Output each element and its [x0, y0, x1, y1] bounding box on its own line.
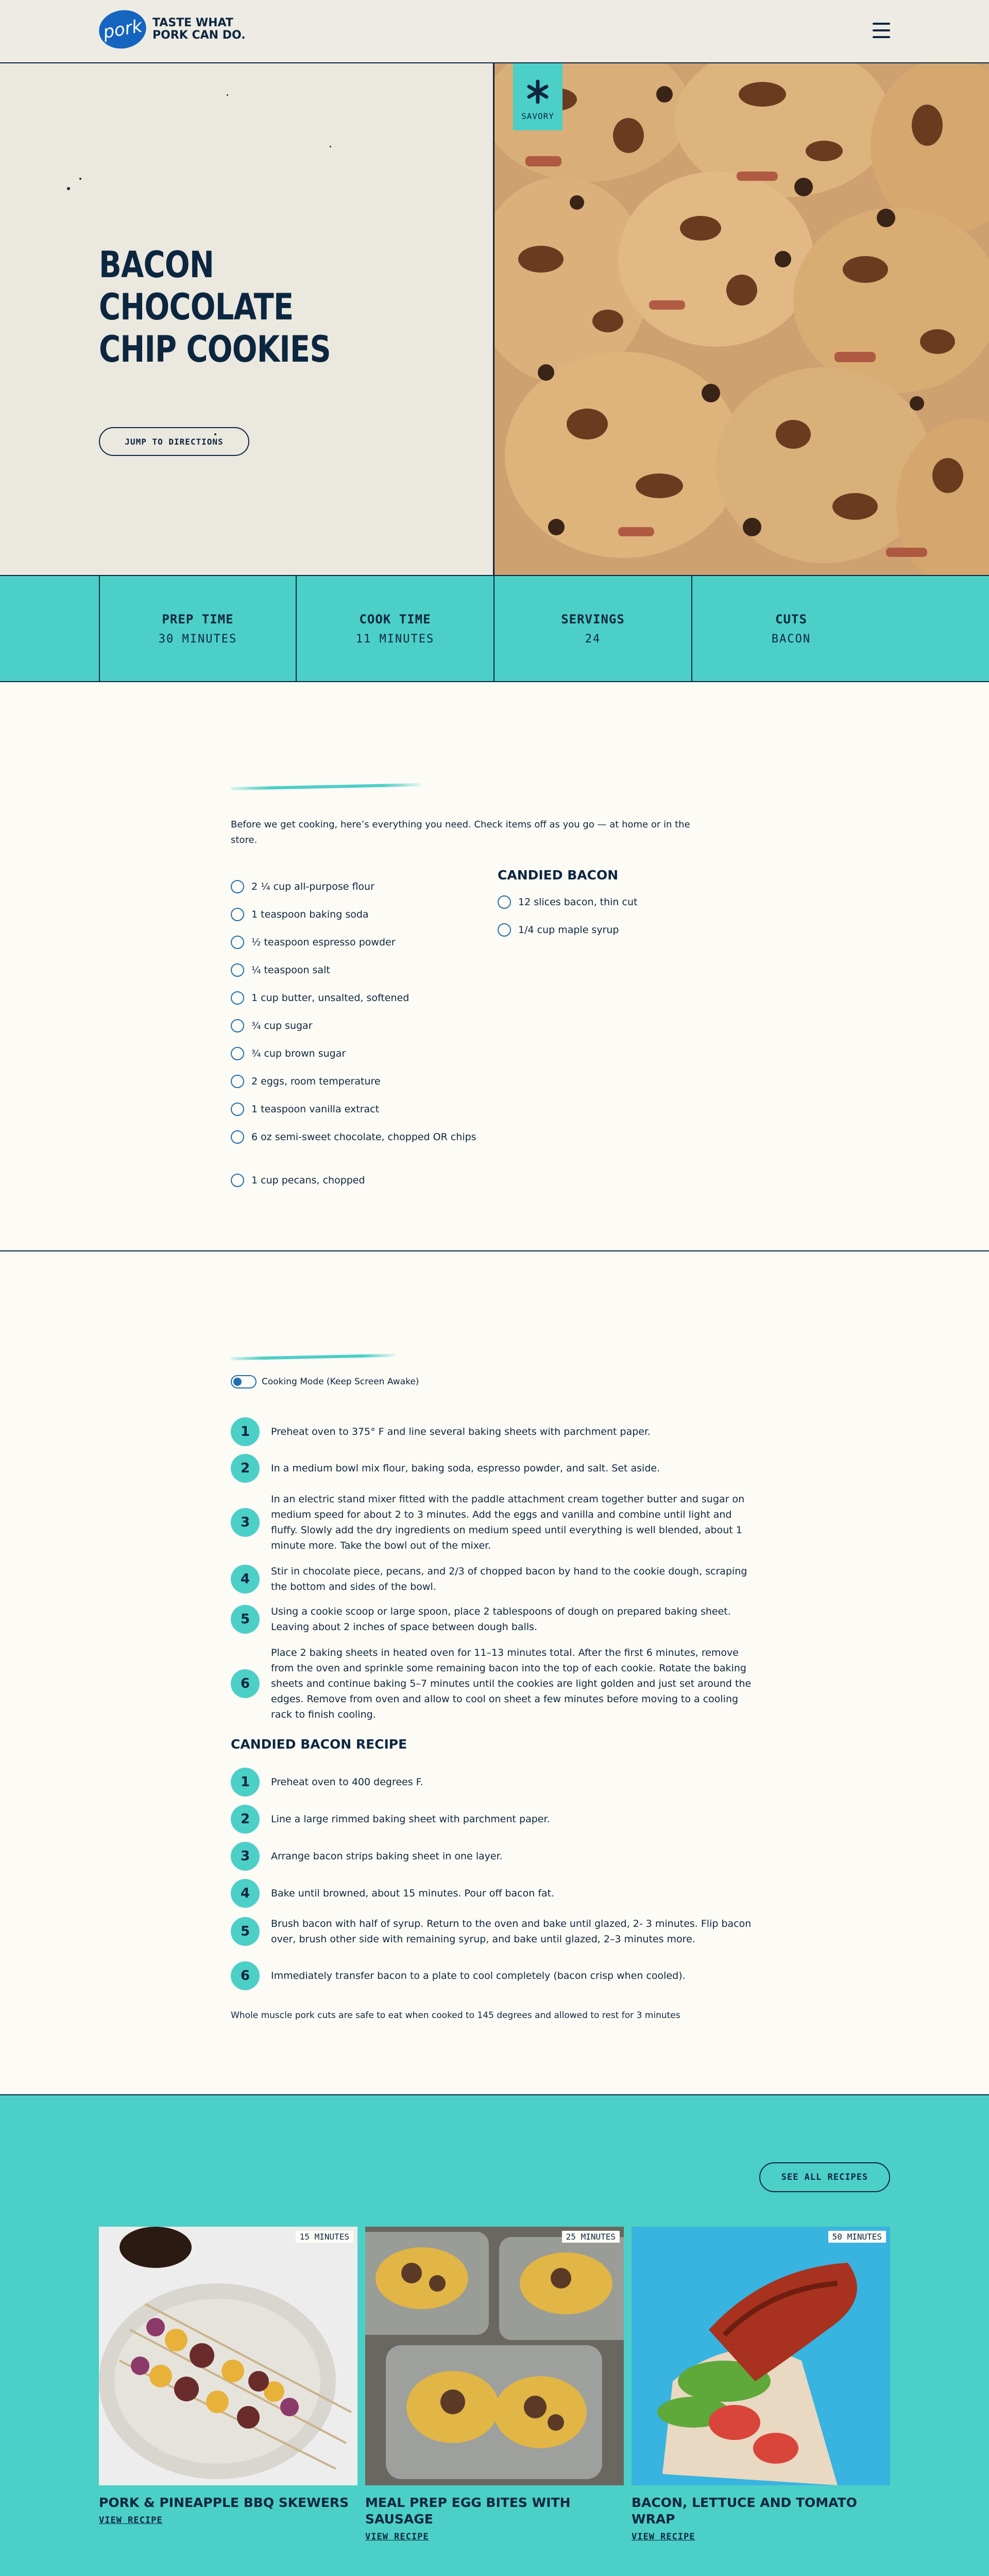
recipe-card [632, 2227, 890, 2542]
checkbox-circle-icon[interactable] [231, 991, 244, 1005]
recipe-card [365, 2227, 624, 2542]
hamburger-menu-icon[interactable] [873, 23, 890, 38]
direction-step: 4 Stir in chocolate piece, pecans, and 2/3 of chopped bacon by hand to the cookie dough, scraping the bottom and sides of the bowl. [231, 1564, 754, 1595]
checkbox-circle-icon[interactable] [231, 880, 244, 893]
bacon-step: 4 Bake until browned, about 15 minutes. Pour off bacon fat. [231, 1879, 754, 1908]
view-recipe-link[interactable]: VIEW RECIPE [632, 2532, 695, 2542]
recipe-time-badge: 15 MINUTES [296, 2231, 353, 2243]
recipe-card [99, 2227, 357, 2526]
checkbox-circle-icon[interactable] [231, 1075, 244, 1088]
view-recipe-link[interactable]: VIEW RECIPE [365, 2532, 429, 2542]
ingredient-list-main [231, 873, 476, 1194]
ingredient-list-bacon [498, 888, 637, 944]
ingredient-item[interactable]: 1/4 cup maple syrup [498, 916, 637, 944]
recipe-title: BACON CHOCOLATE CHIP COOKIES [99, 244, 331, 370]
hero-photo [494, 63, 989, 575]
checkbox-circle-icon[interactable] [231, 1103, 244, 1116]
checkbox-circle-icon[interactable] [231, 1130, 244, 1144]
ingredients-section [0, 682, 989, 1251]
checkbox-circle-icon[interactable] [231, 908, 244, 921]
ingredient-item[interactable]: 6 oz semi-sweet chocolate, chopped OR chips [231, 1123, 476, 1151]
recipe-time-badge: 50 MINUTES [828, 2231, 886, 2243]
checkbox-circle-icon[interactable] [231, 963, 244, 977]
related-recipes [0, 2095, 989, 2576]
step-number: 5 [231, 1917, 260, 1946]
step-number: 1 [231, 1417, 260, 1446]
stat-prep-time: PREP TIME 30 MINUTES [99, 576, 297, 681]
direction-step: 5 Using a cookie scoop or large spoon, place 2 tablespoons of dough on prepared baking sheet. Leaving about 2 inches of space between dough balls. [231, 1604, 754, 1635]
safety-note: Whole muscle pork cuts are safe to eat when cooked to 145 degrees and allowed to rest for 3 minutes [231, 2010, 680, 2021]
skewers-image [99, 2227, 357, 2485]
ingredient-item[interactable]: ¼ teaspoon salt [231, 956, 476, 984]
recipe-card-image[interactable] [365, 2227, 624, 2485]
ingredient-item[interactable]: ¾ cup brown sugar [231, 1040, 476, 1067]
step-number: 1 [231, 1768, 260, 1797]
recipe-hero [0, 63, 989, 576]
candied-bacon-recipe-heading: CANDIED BACON RECIPE [231, 1737, 407, 1752]
bacon-step: 3 Arrange bacon strips baking sheet in one layer. [231, 1842, 754, 1871]
hero-text-panel [0, 63, 494, 575]
ingredient-item[interactable]: 1 cup pecans, chopped [231, 1166, 476, 1194]
recipe-time-badge: 25 MINUTES [562, 2231, 620, 2243]
brush-stroke [231, 783, 421, 790]
ingredient-item[interactable]: 2 eggs, room temperature [231, 1067, 476, 1095]
site-logo[interactable] [99, 10, 246, 48]
see-all-recipes-button[interactable]: SEE ALL RECIPES [759, 2162, 890, 2192]
stat-cuts: CUTS BACON [771, 612, 811, 646]
recipe-card-title[interactable]: PORK & PINEAPPLE BBQ SKEWERS [99, 2495, 349, 2510]
ingredient-item[interactable]: ½ teaspoon espresso powder [231, 928, 476, 956]
bacon-step: 1 Preheat oven to 400 degrees F. [231, 1768, 754, 1797]
ingredient-item[interactable]: ¾ cup sugar [231, 1012, 476, 1040]
step-number: 5 [231, 1605, 260, 1634]
candied-bacon-heading: CANDIED BACON [498, 868, 619, 883]
cooking-mode-row [231, 1375, 419, 1388]
bacon-step: 5 Brush bacon with half of syrup. Return to the oven and bake until glazed, 2- 3 minutes. Flip bacon over, brush other side with remaining syrup, and bake until glazed, 2–3 minutes more. [231, 1916, 754, 1947]
recipe-card-title[interactable]: BACON, LETTUCE AND TOMATO WRAP [632, 2495, 857, 2527]
checkbox-circle-icon[interactable] [231, 936, 244, 949]
recipe-stats [0, 576, 989, 682]
recipe-card-image[interactable] [99, 2227, 357, 2485]
recipe-card-image[interactable] [632, 2227, 890, 2485]
cooking-mode-toggle[interactable] [231, 1375, 257, 1388]
checkbox-circle-icon[interactable] [498, 895, 511, 909]
site-header [0, 0, 989, 63]
bacon-step: 6 Immediately transfer bacon to a plate to cool completely (bacon crisp when cooled). [231, 1961, 754, 1990]
direction-step: 6 Place 2 baking sheets in heated oven for 11–13 minutes total. After the first 6 minutes, remove from the oven and sprinkle some remaining bacon into the top of each cookie. Rotate the baking sheets and continue baking 5–7 minutes until the cookies are light golden and just set around the edges. Remove from oven and allow to cool on sheet a few minutes before moving to a cooling rack to finish cooling. [231, 1645, 754, 1722]
ingredient-item[interactable]: 1 teaspoon vanilla extract [231, 1095, 476, 1123]
step-number: 3 [231, 1842, 260, 1871]
ingredient-item[interactable]: 12 slices bacon, thin cut [498, 888, 637, 916]
direction-step: 3 In an electric stand mixer fitted with the paddle attachment cream together butter and sugar on medium speed for about 2 to 3 minutes. Add the eggs and vanilla and combine until light and fluffy. Slowly add the dry ingredients on medium speed until everything is well blended, about 1 minute more. Take the bowl out of the mixer. [231, 1492, 754, 1553]
savory-icon [525, 79, 550, 104]
checkbox-circle-icon[interactable] [231, 1019, 244, 1032]
direction-step: 1 Preheat oven to 375° F and line several baking sheets with parchment paper. [231, 1417, 754, 1446]
stat-servings: SERVINGS 24 [494, 576, 692, 681]
view-recipe-link[interactable]: VIEW RECIPE [99, 2515, 163, 2526]
ingredient-item[interactable]: 1 cup butter, unsalted, softened [231, 984, 476, 1012]
logo-tagline: TASTE WHAT PORK CAN DO. [152, 16, 246, 42]
savory-tag-label: SAVORY [521, 111, 554, 121]
blt-wrap-image [632, 2227, 890, 2485]
step-number: 6 [231, 1669, 260, 1698]
brush-stroke [231, 1354, 396, 1361]
checkbox-circle-icon[interactable] [231, 1174, 244, 1187]
step-number: 3 [231, 1508, 260, 1537]
step-number: 4 [231, 1565, 260, 1594]
recipe-card-title[interactable]: MEAL PREP EGG BITES WITH SAUSAGE [365, 2495, 571, 2527]
stat-cook-time: COOK TIME 11 MINUTES [297, 576, 494, 681]
step-number: 4 [231, 1879, 260, 1908]
step-number: 2 [231, 1454, 260, 1483]
step-number: 2 [231, 1805, 260, 1834]
ingredient-item[interactable]: 2 ¼ cup all-purpose flour [231, 873, 476, 901]
ingredient-item[interactable]: 1 teaspoon baking soda [231, 901, 476, 928]
savory-tag [513, 63, 562, 130]
pork-logo-icon: pork [96, 7, 149, 53]
ingredients-intro: Before we get cooking, here’s everything you need. Check items off as you go — at home or in the store. [231, 819, 690, 845]
checkbox-circle-icon[interactable] [231, 1047, 244, 1060]
egg-bites-image [365, 2227, 624, 2485]
cookies-image [494, 63, 989, 575]
step-number: 6 [231, 1961, 260, 1990]
jump-to-directions-button[interactable]: JUMP TO DIRECTIONS [99, 427, 249, 456]
directions-section [0, 1251, 989, 2095]
cooking-mode-label: Cooking Mode (Keep Screen Awake) [262, 1377, 419, 1387]
bacon-step: 2 Line a large rimmed baking sheet with parchment paper. [231, 1805, 754, 1834]
direction-step: 2 In a medium bowl mix flour, baking soda, espresso powder, and salt. Set aside. [231, 1454, 754, 1483]
checkbox-circle-icon[interactable] [498, 923, 511, 937]
